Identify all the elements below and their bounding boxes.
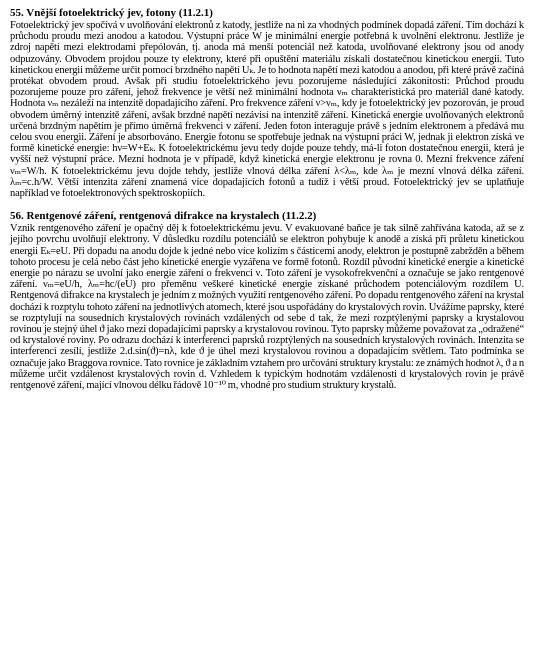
section-title: 56. Rentgenové záření, rentgenová difrakce na krystalech (11.2.2) bbox=[10, 210, 317, 223]
section-body: Fotoelektrický jev spočívá v uvolňování elektronů z katody, jestliže na ni za vhodných podmínek dopadá záření. Tím dochází k průchodu proudu mezi anodou a katodou. Výstupní práce W je minimální energie potřebná k uvolnění elektronu. Jestliže je zdroj napětí mezi elektrodami přepólován, tj. anoda má menší potenciál než katoda, uvolňované elektrony jsou od anody odpuzovány. Obvodem projdou pouze ty elektrony, které při opuštění materiálu získali dostatečnou kinetickou energii. Tuto kinetickou energii můžeme určit pomocí brzdného napětí Uₖ. Je to hodnota napětí mezi katodou a anodou, při které právě začíná protékat obvodem proud. Avšak při studiu fotoelektrického jevu pozorujeme následující zákonitosti: Průchod proudu pozorujeme pouze pro záření, jehož frekvence je větší než minimální hodnota νₘ charakteristická pro materiál dané katody. Hodnota νₘ nezáleží na intenzitě dopadajícího záření. Pro frekvence záření ν>νₘ, kdy je fotoelektrický jev pozorován, je proud obvodem úměrný intenzitě záření, avšak brzdné napětí nezávisí na intenzitě záření. Kinetická energie uvolňovaných elektronů určená brzdným napětím je přímo úměrná frekvenci v záření. Jeden foton interaguje právě s jedním elektronem a předává mu celou svou energii. Záření je absorbováno. Energie fotonu se spotřebuje jednak na výstupní práci W, jednak ji elektron získá ve formě kinetické energie: hν=W+Eₖ. K fotoelektrickému jevu tedy dojde pouze tehdy, má-li foton dostatečnou energii, která je vyšší než výstupní práce. Mezní hodnota je v případě, když kinetická energie elektronu je rovna 0. Mezní frekvence záření νₘ=W/h. K fotoelektrickému jevu dojde tehdy, jestliže vlnová délka záření λ<λₘ, kde λₘ je mezní vlnová délka záření. λₘ=c.h/W. Větší intenzita záření znamená více dopadajících fotonů a tudíž i větší proud. Fotoelektrický jev se uplatňuje například ve fotoelektronových spektroskopiích. bbox=[10, 20, 524, 200]
section-x-ray-diffraction bbox=[10, 211, 524, 391]
section-title: 55. Vnější fotoelektrický jev, fotony (11.2.1) bbox=[10, 7, 213, 19]
section-photoelectric-effect bbox=[10, 8, 524, 199]
section-body: Vznik rentgenového záření je opačný děj k fotoelektrickému jevu. V evakuované baňce je tak silně zahřívána katoda, až se z jejího povrchu uvolňují elektrony. V důsledku rozdílu potenciálů se elektron pohybuje k anodě a získá při průletu kinetickou energii Eₖ=eU. Při dopadu na anodu dojde k jedné nebo více kolizím s částicemi anody, elektron je postupně zabržděn a během tohoto procesu je celá nebo část jeho kinetické energie vyzářena ve formě fotonů. Rozdíl původní kinetické energie a kinetické energie po nárazu se uvolní jako energie záření o frekvenci ν. Toto záření je vysokofrekvenční a označuje se jako rentgenové záření. νₘ=eU/h, λₘ=hc/(eU) pro přeměnu veškeré kinetické energie získané průchodem potenciálovým rozdílem U. Rentgenová difrakce na krystalech je jedním z možných využití rentgenového záření. Po dopadu rentgenového záření na krystal dochází k rozptylu tohoto záření na jednotlivých atomech, které jsou uspořádány do krystalových rovin. Uvážíme paprsky, které se rozptylují na sousedních krystalových rovinách vzdálených od sebe d tak, že mezi rozptýlenými paprsky a krystalovou rovinou je stejný úhel ϑ jako mezi dopadajícími paprsky a krystalovou rovinou. Tyto paprsky můžeme považovat za „odražené“ od krystalové roviny. Po odrazu dochází k interferenci paprsků rozptýlených na sousedních krystalových rovinách. Intenzita se interferencí zesílí, jestliže 2.d.sin(ϑ)=nλ, kde ϑ je úhel mezi krystalovou rovinou a dopadajícím světlem. Tato podmínka se označuje jako Braggova rovnice. Tato rovnice je základním vztahem pro určování struktury krystalu: ze známých hodnot λ, ϑ a n můžeme určit vzdálenost krystalových rovin d. Vzhledem k typickým hodnotám vzdálenosti d krystalových rovin je právě rentgenové záření, mající vlnovou délku řádově 10⁻¹⁰ m, vhodné pro studium struktury krystalů. bbox=[10, 223, 524, 392]
